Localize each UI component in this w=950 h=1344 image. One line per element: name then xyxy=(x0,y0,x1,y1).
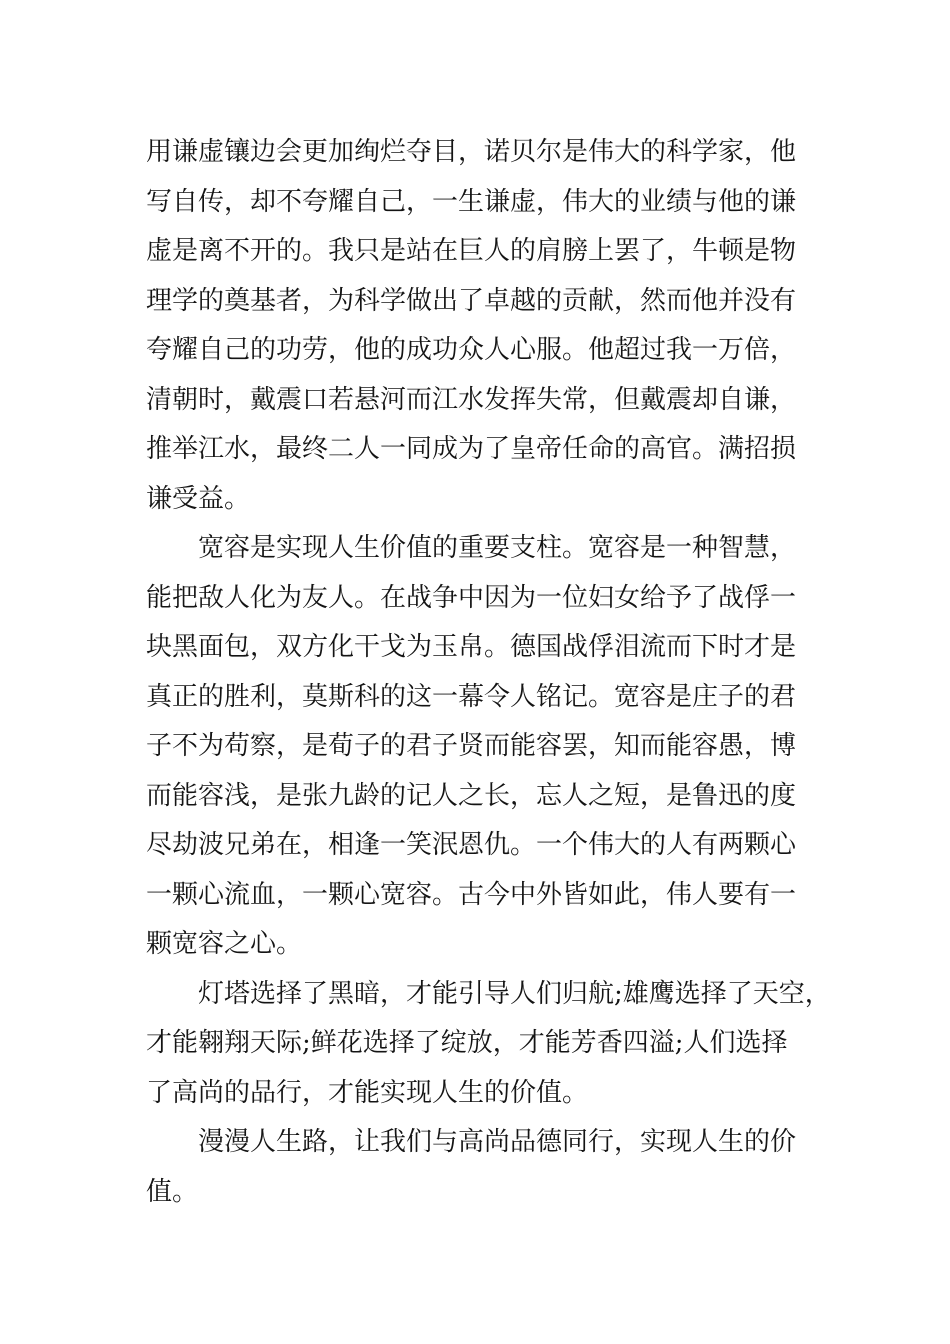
text-line: 谦受益。 xyxy=(146,483,251,514)
text-line: 值。 xyxy=(146,1176,199,1207)
text-line: 推举江水，最终二人一同成为了皇帝任命的高官。满招损 xyxy=(146,434,797,464)
text-line: 能把敌人化为友人。在战争中因为一位妇女给予了战俘一 xyxy=(146,582,797,613)
text-line: 了高尚的品行，才能实现人生的价值。 xyxy=(146,1077,589,1108)
paragraph-conclusion xyxy=(146,1118,818,1217)
text-line: 颗宽容之心。 xyxy=(146,929,303,959)
text-line: 才能翱翔天际;鲜花选择了绽放，才能芳香四溢;人们选择 xyxy=(146,1028,788,1058)
text-line: 理学的奠基者，为科学做出了卓越的贡献，然而他并没有 xyxy=(146,285,797,316)
paragraph-choice xyxy=(146,970,831,1119)
text-line: 虚是离不开的。我只是站在巨人的肩膀上罢了，牛顿是物 xyxy=(146,236,797,266)
text-line: 真正的胜利，莫斯科的这一幕令人铭记。宽容是庄子的君 xyxy=(146,681,797,712)
text-line: 宽容是实现人生价值的重要支柱。宽容是一种智慧， xyxy=(198,533,797,563)
text-line: 用谦虚镶边会更加绚烂夺目，诺贝尔是伟大的科学家，他 xyxy=(146,137,797,167)
text-line: 一颗心流血，一颗心宽容。古今中外皆如此，伟人要有一 xyxy=(146,879,797,910)
essay-body xyxy=(146,128,831,1217)
text-line: 块黑面包，双方化干戈为玉帛。德国战俘泪流而下时才是 xyxy=(146,632,797,662)
text-line: 尽劫波兄弟在，相逢一笑泯恩仇。一个伟大的人有两颗心 xyxy=(146,830,797,860)
text-line: 漫漫人生路，让我们与高尚品德同行，实现人生的价 xyxy=(198,1127,797,1157)
text-line: 子不为苟察，是荀子的君子贤而能容罢，知而能容愚，博 xyxy=(146,731,797,761)
text-line: 清朝时，戴震口若悬河而江水发挥失常，但戴震却自谦， xyxy=(146,384,797,415)
text-line: 夸耀自己的功劳，他的成功众人心服。他超过我一万倍， xyxy=(146,335,797,365)
paragraph-tolerance xyxy=(146,524,818,970)
text-line: 灯塔选择了黑暗，才能引导人们归航;雄鹰选择了天空， xyxy=(198,978,831,1009)
paragraph-humility xyxy=(146,128,818,524)
text-line: 而能容浅，是张九龄的记人之长，忘人之短，是鲁迅的度 xyxy=(146,780,797,811)
text-line: 写自传，却不夸耀自己，一生谦虚，伟大的业绩与他的谦 xyxy=(146,186,797,217)
